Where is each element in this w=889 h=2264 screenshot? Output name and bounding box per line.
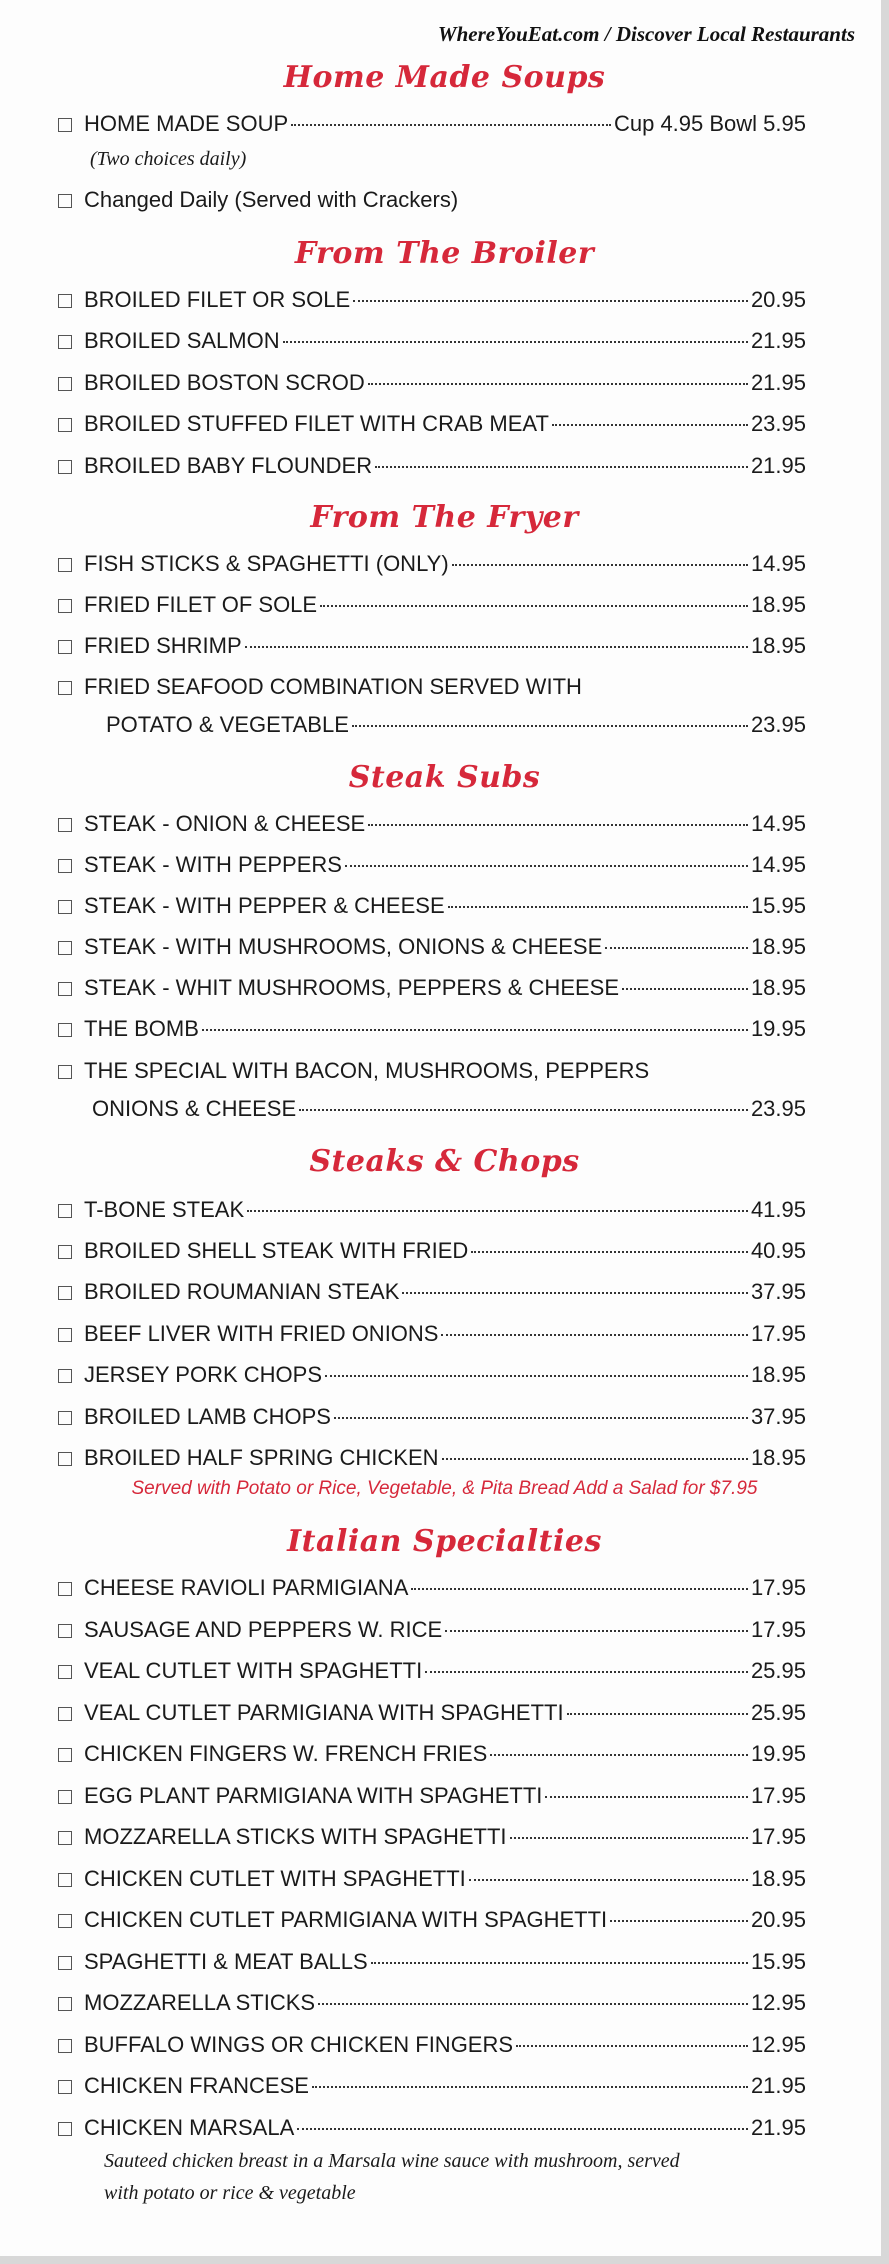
section-title-fryer: From The Fryer	[310, 500, 579, 535]
checkbox-icon	[58, 1328, 72, 1342]
item-price: Cup 4.95 Bowl 5.95	[613, 111, 806, 136]
leader-dots	[441, 1334, 747, 1336]
item-price: 23.95	[750, 411, 806, 436]
leader-dots	[202, 1029, 748, 1031]
item-price: 23.95	[750, 712, 806, 737]
menu-item	[58, 1657, 806, 1685]
item-price: 20.95	[750, 1907, 806, 1932]
leader-dots	[605, 947, 748, 949]
item-name: POTATO & VEGETABLE	[106, 712, 349, 737]
menu-item	[58, 327, 806, 355]
menu-item	[58, 369, 806, 397]
item-name: BROILED HALF SPRING CHICKEN	[84, 1445, 439, 1470]
item-price: 15.95	[750, 1949, 806, 1974]
checkbox-icon	[58, 818, 72, 832]
item-name: FISH STICKS & SPAGHETTI (ONLY)	[84, 551, 449, 576]
leader-dots	[299, 1109, 748, 1111]
item-name: VEAL CUTLET WITH SPAGHETTI	[84, 1658, 423, 1683]
checkbox-icon	[58, 418, 72, 432]
item-price: 37.95	[750, 1404, 806, 1429]
item-price: 21.95	[750, 370, 806, 395]
checkbox-icon	[58, 1873, 72, 1887]
menu-item	[58, 1278, 806, 1306]
item-name: STEAK - WITH MUSHROOMS, ONIONS & CHEESE	[84, 934, 603, 959]
item-name: BROILED FILET OR SOLE	[84, 287, 351, 312]
item-price: 17.95	[750, 1575, 806, 1600]
checkbox-icon	[58, 1369, 72, 1383]
leader-dots	[425, 1671, 748, 1673]
checkbox-icon	[58, 294, 72, 308]
menu-item-combo-line2	[106, 711, 806, 739]
section-title-steaks: Steaks & Chops	[309, 1144, 580, 1179]
item-name: BROILED SHELL STEAK WITH FRIED	[84, 1238, 469, 1263]
leader-dots	[545, 1796, 748, 1798]
menu-item	[58, 1823, 806, 1851]
item-name: THE SPECIAL WITH BACON, MUSHROOMS, PEPPERS	[84, 1058, 650, 1083]
menu-item	[58, 632, 806, 660]
checkbox-icon	[58, 1997, 72, 2011]
leader-dots	[469, 1879, 748, 1881]
menu-item	[58, 410, 806, 438]
leader-dots	[471, 1251, 748, 1253]
steaks-note: Served with Potato or Rice, Vegetable, & Pita Bread Add a Salad for $7.95	[131, 1478, 758, 1499]
item-price: 14.95	[750, 811, 806, 836]
menu-item	[58, 851, 806, 879]
menu-item	[58, 1444, 806, 1472]
item-name: CHICKEN MARSALA	[84, 2115, 295, 2140]
menu-item	[58, 1740, 806, 1768]
leader-dots	[320, 605, 748, 607]
checkbox-icon	[58, 1624, 72, 1638]
checkbox-icon	[58, 900, 72, 914]
item-price: 41.95	[750, 1197, 806, 1222]
menu-item	[58, 2114, 806, 2142]
menu-item	[58, 1403, 806, 1431]
item-price: 37.95	[750, 1279, 806, 1304]
leader-dots	[352, 725, 748, 727]
item-price: 18.95	[750, 1866, 806, 1891]
menu-item	[58, 1948, 806, 1976]
item-price: 18.95	[750, 1362, 806, 1387]
leader-dots	[291, 124, 611, 126]
menu-item	[58, 1361, 806, 1389]
item-name: MOZZARELLA STICKS	[84, 1990, 316, 2015]
leader-dots	[442, 1458, 748, 1460]
section-title-subs: Steak Subs	[348, 760, 541, 795]
item-price: 21.95	[750, 453, 806, 478]
item-price: 17.95	[750, 1617, 806, 1642]
menu-item	[58, 892, 806, 920]
item-price: 18.95	[750, 592, 806, 617]
leader-dots	[312, 2086, 748, 2088]
leader-dots	[411, 1588, 748, 1590]
checkbox-icon	[58, 2122, 72, 2136]
menu-item	[58, 1237, 806, 1265]
checkbox-icon	[58, 1956, 72, 1970]
leader-dots	[567, 1713, 748, 1715]
marsala-note-line1: Sauteed chicken breast in a Marsala wine sauce with mushroom, served	[104, 2150, 680, 2172]
item-price: 12.95	[750, 2032, 806, 2057]
leader-dots	[402, 1292, 748, 1294]
item-price: 17.95	[750, 1824, 806, 1849]
menu-item	[58, 1989, 806, 2017]
menu-item-special-line1	[58, 1057, 806, 1085]
item-name: CHICKEN FINGERS W. FRENCH FRIES	[84, 1741, 488, 1766]
menu-item	[58, 1574, 806, 1602]
leader-dots	[368, 383, 748, 385]
checkbox-icon	[58, 1748, 72, 1762]
menu-item	[58, 2072, 806, 2100]
checkbox-icon	[58, 681, 72, 695]
leader-dots	[325, 1375, 748, 1377]
leader-dots	[297, 2128, 748, 2130]
item-name: STEAK - WHIT MUSHROOMS, PEPPERS & CHEESE	[84, 975, 620, 1000]
section-title-broiler: From The Broiler	[294, 236, 595, 271]
checkbox-icon	[58, 558, 72, 572]
site-watermark: WhereYouEat.com / Discover Local Restaurants	[437, 22, 855, 46]
item-name: BROILED ROUMANIAN STEAK	[84, 1279, 400, 1304]
item-name: BROILED BABY FLOUNDER	[84, 453, 373, 478]
item-price: 40.95	[750, 1238, 806, 1263]
leader-dots	[318, 2003, 748, 2005]
item-price: 12.95	[750, 1990, 806, 2015]
leader-dots	[510, 1837, 748, 1839]
menu-item	[58, 591, 806, 619]
checkbox-icon	[58, 1245, 72, 1259]
item-price: 21.95	[750, 2073, 806, 2098]
item-name: BROILED LAMB CHOPS	[84, 1404, 331, 1429]
item-name: FRIED FILET OF SOLE	[84, 592, 318, 617]
checkbox-icon	[58, 377, 72, 391]
leader-dots	[622, 988, 748, 990]
item-price: 18.95	[750, 934, 806, 959]
item-price: 17.95	[750, 1321, 806, 1346]
marsala-note-line2: with potato or rice & vegetable	[104, 2182, 356, 2204]
checkbox-icon	[58, 1707, 72, 1721]
menu-item	[58, 974, 806, 1002]
checkbox-icon	[58, 599, 72, 613]
checkbox-icon	[58, 982, 72, 996]
checkbox-icon	[58, 640, 72, 654]
checkbox-icon	[58, 2039, 72, 2053]
menu-item	[58, 286, 806, 314]
section-title-italian: Italian Specialties	[287, 1524, 602, 1559]
item-name: SAUSAGE AND PEPPERS W. RICE	[84, 1617, 443, 1642]
menu-item	[58, 1906, 806, 1934]
item-price: 18.95	[750, 975, 806, 1000]
item-price: 14.95	[750, 852, 806, 877]
menu-item	[58, 1320, 806, 1348]
menu-item	[58, 1196, 806, 1224]
item-name: EGG PLANT PARMIGIANA WITH SPAGHETTI	[84, 1783, 543, 1808]
item-name: Changed Daily (Served with Crackers)	[84, 187, 459, 212]
leader-dots	[353, 300, 748, 302]
item-name: BROILED SALMON	[84, 328, 280, 353]
item-name: CHICKEN CUTLET WITH SPAGHETTI	[84, 1866, 466, 1891]
checkbox-icon	[58, 1065, 72, 1079]
leader-dots	[345, 865, 748, 867]
item-name: STEAK - WITH PEPPERS	[84, 852, 342, 877]
checkbox-icon	[58, 2080, 72, 2094]
checkbox-icon	[58, 1914, 72, 1928]
checkbox-icon	[58, 1452, 72, 1466]
leader-dots	[375, 466, 748, 468]
item-name: STEAK - ONION & CHEESE	[84, 811, 366, 836]
menu-item	[58, 933, 806, 961]
leader-dots	[445, 1630, 748, 1632]
item-price: 21.95	[750, 328, 806, 353]
checkbox-icon	[58, 1831, 72, 1845]
section-title-soups: Home Made Soups	[283, 60, 606, 95]
checkbox-icon	[58, 194, 72, 208]
checkbox-icon	[58, 335, 72, 349]
item-price: 23.95	[750, 1096, 806, 1121]
leader-dots	[490, 1754, 748, 1756]
leader-dots	[516, 2045, 748, 2047]
item-price: 20.95	[750, 287, 806, 312]
checkbox-icon	[58, 460, 72, 474]
menu-item	[58, 1865, 806, 1893]
item-name: VEAL CUTLET PARMIGIANA WITH SPAGHETTI	[84, 1700, 564, 1725]
item-price: 25.95	[750, 1658, 806, 1683]
checkbox-icon	[58, 1411, 72, 1425]
checkbox-icon	[58, 118, 72, 132]
menu-item-special-line2	[92, 1095, 806, 1123]
menu-item	[58, 110, 806, 138]
item-name: CHICKEN CUTLET PARMIGIANA WITH SPAGHETTI	[84, 1907, 608, 1932]
item-name: HOME MADE SOUP	[84, 111, 289, 136]
menu-item	[58, 186, 806, 214]
menu-item	[58, 2031, 806, 2059]
leader-dots	[552, 424, 748, 426]
checkbox-icon	[58, 859, 72, 873]
item-price: 19.95	[750, 1016, 806, 1041]
menu-item	[58, 452, 806, 480]
leader-dots	[452, 564, 748, 566]
checkbox-icon	[58, 1286, 72, 1300]
item-name: T-BONE STEAK	[84, 1197, 245, 1222]
checkbox-icon	[58, 941, 72, 955]
leader-dots	[334, 1417, 748, 1419]
item-price: 25.95	[750, 1700, 806, 1725]
leader-dots	[371, 1962, 748, 1964]
leader-dots	[448, 906, 748, 908]
checkbox-icon	[58, 1023, 72, 1037]
soup-note: (Two choices daily)	[90, 148, 247, 170]
menu-item	[58, 1699, 806, 1727]
item-price: 19.95	[750, 1741, 806, 1766]
item-name: ONIONS & CHEESE	[92, 1096, 297, 1121]
item-price: 21.95	[750, 2115, 806, 2140]
item-name: JERSEY PORK CHOPS	[84, 1362, 322, 1387]
checkbox-icon	[58, 1582, 72, 1596]
item-name: BUFFALO WINGS OR CHICKEN FINGERS	[84, 2032, 514, 2057]
checkbox-icon	[58, 1204, 72, 1218]
item-name: CHEESE RAVIOLI PARMIGIANA	[84, 1575, 409, 1600]
item-name: THE BOMB	[84, 1016, 199, 1041]
leader-dots	[283, 341, 748, 343]
checkbox-icon	[58, 1790, 72, 1804]
menu-item	[58, 1015, 806, 1043]
item-name: FRIED SEAFOOD COMBINATION SERVED WITH	[84, 674, 582, 699]
item-name: CHICKEN FRANCESE	[84, 2073, 309, 2098]
leader-dots	[368, 824, 748, 826]
menu-item	[58, 550, 806, 578]
item-price: 17.95	[750, 1783, 806, 1808]
item-price: 18.95	[750, 633, 806, 658]
checkbox-icon	[58, 1665, 72, 1679]
leader-dots	[247, 1210, 748, 1212]
item-price: 15.95	[750, 893, 806, 918]
menu-item	[58, 1616, 806, 1644]
leader-dots	[610, 1920, 748, 1922]
item-name: STEAK - WITH PEPPER & CHEESE	[84, 893, 445, 918]
menu-item-combo-line1	[58, 673, 806, 701]
item-name: BROILED STUFFED FILET WITH CRAB MEAT	[84, 411, 549, 436]
item-name: SPAGHETTI & MEAT BALLS	[84, 1949, 368, 1974]
item-name: MOZZARELLA STICKS WITH SPAGHETTI	[84, 1824, 507, 1849]
menu-item	[58, 1782, 806, 1810]
menu-item	[58, 810, 806, 838]
leader-dots	[245, 646, 748, 648]
item-name: BROILED BOSTON SCROD	[84, 370, 365, 395]
item-name: FRIED SHRIMP	[84, 633, 242, 658]
item-price: 14.95	[750, 551, 806, 576]
item-name: BEEF LIVER WITH FRIED ONIONS	[84, 1321, 439, 1346]
item-price: 18.95	[750, 1445, 806, 1470]
